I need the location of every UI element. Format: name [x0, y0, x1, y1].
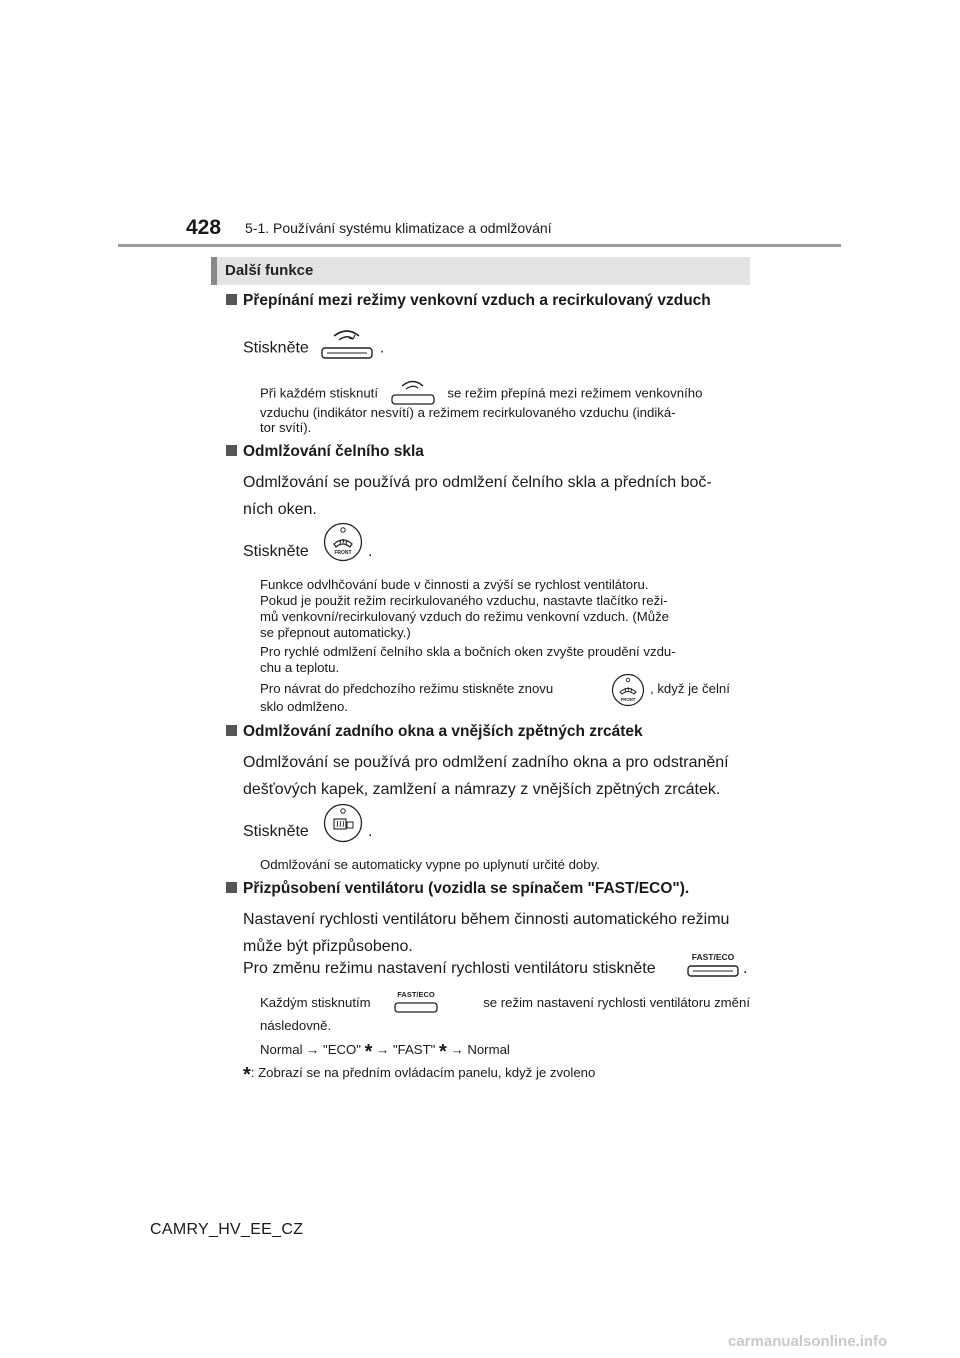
recirc-button-icon — [319, 327, 375, 370]
fan-note-line1a: Každým stisknutím — [260, 995, 371, 1010]
arrow-icon: → — [450, 1042, 464, 1057]
page-number: 428 — [186, 216, 222, 239]
recirc-note-a: Při každém stisknutí — [260, 385, 378, 401]
heading-square-icon — [226, 294, 237, 305]
section-accent — [211, 257, 217, 285]
fan-body-line1: Nastavení rychlosti ventilátoru během činnosti automatického režimu — [243, 911, 730, 928]
section-title-bar — [211, 257, 750, 285]
windshield-note-line8: sklo odmlženo. — [260, 699, 348, 714]
recirc-press-end: . — [379, 339, 385, 357]
fast-eco-small-label: FAST/ECO — [397, 990, 435, 999]
rear-heading — [226, 723, 643, 741]
arrow-icon: → — [376, 1042, 390, 1057]
windshield-body-line1: Odmlžování se používá pro odmlžení čelního skla a předních boč- — [243, 474, 712, 491]
recirc-heading-text: Přepínání mezi režimy venkovní vzduch a recirkulovaný vzduch — [243, 292, 711, 309]
footnote-text: : Zobrazí se na předním ovládacím panelu, když je zvoleno — [250, 1065, 596, 1080]
fan-heading — [226, 880, 689, 898]
windshield-note-line1: Funkce odvlhčování bude v činnosti a zvýší se rychlost ventilátoru. — [260, 577, 649, 592]
fan-heading-text: Přizpůsobení ventilátoru (vozidla se spínačem "FAST/ECO"). — [243, 880, 690, 897]
rear-heading-text: Odmlžování zadního okna a vnějších zpětných zrcátek — [243, 723, 643, 740]
fan-note-line1b: se režim nastavení rychlosti ventilátoru změní — [483, 995, 750, 1010]
seq-normal: Normal — [260, 1042, 303, 1057]
windshield-note-line4: se přepnout automaticky.) — [260, 625, 411, 640]
recirc-press-line — [243, 327, 384, 370]
windshield-heading-text: Odmlžování čelního skla — [243, 443, 424, 460]
windshield-heading — [226, 443, 424, 461]
windshield-note-line3: mů venkovní/recirkulovaný vzduch do režimu venkovní vzduch. (Může — [260, 609, 669, 624]
fast-eco-small-icon — [393, 989, 439, 1020]
fan-note-line2: následovně. — [260, 1018, 332, 1033]
rear-defrost-button-icon — [323, 803, 363, 848]
seq-eco: "ECO" — [323, 1042, 361, 1057]
rear-body-line2: dešťových kapek, zamlžení a námrazy z vnějších zpětných zrcátek. — [243, 781, 721, 798]
asterisk-mark: * — [439, 1041, 447, 1063]
front-defrost-small-icon — [611, 673, 645, 712]
windshield-body-line2: ních oken. — [243, 501, 317, 518]
seq-fast: "FAST" — [392, 1042, 436, 1057]
fan-body-line3a: Pro změnu režimu nastavení rychlosti ventilátoru stiskněte — [243, 960, 656, 977]
asterisk-mark: * — [364, 1041, 373, 1063]
heading-square-icon — [226, 882, 237, 893]
recirc-note-line2: vzduchu (indikátor nesvítí) a režimem recirkulovaného vzduchu (indiká- — [260, 405, 676, 420]
front-small-icon-caption: FRONT — [620, 697, 636, 702]
fan-sequence — [260, 1040, 510, 1063]
recirc-heading — [226, 292, 711, 310]
windshield-note-line7a: Pro návrat do předchozího režimu stiskněte znovu — [260, 681, 554, 696]
heading-square-icon — [226, 725, 237, 736]
header-rule — [118, 244, 841, 247]
windshield-press-label: Stiskněte — [243, 543, 309, 560]
fan-body-line3b: . — [743, 960, 748, 977]
heading-square-icon — [226, 445, 237, 456]
windshield-note-line5: Pro rychlé odmlžení čelního skla a bočních oken zvyšte proudění vzdu- — [260, 644, 676, 659]
arrow-icon: → — [306, 1042, 320, 1057]
fan-body-line2: může být přizpůsobeno. — [243, 938, 413, 955]
chapter-title: 5-1. Používání systému klimatizace a odmlžování — [245, 220, 552, 236]
recirc-press-label: Stiskněte — [243, 339, 309, 357]
windshield-note-line7b: , když je čelní — [650, 681, 730, 696]
front-defrost-button-icon — [323, 522, 363, 567]
document-code: CAMRY_HV_EE_CZ — [150, 1221, 304, 1238]
windshield-press-end: . — [368, 543, 373, 560]
watermark: carmanualsonline.info — [728, 1333, 888, 1350]
front-icon-caption: FRONT — [334, 550, 352, 556]
fan-footnote — [243, 1063, 596, 1086]
fast-eco-icon-label: FAST/ECO — [691, 952, 735, 962]
windshield-note-line6: chu a teplotu. — [260, 660, 340, 675]
seq-normal-end: Normal — [467, 1042, 510, 1057]
rear-press-label: Stiskněte — [243, 823, 309, 840]
fast-eco-button-icon — [686, 951, 740, 984]
rear-press-end: . — [368, 823, 373, 840]
rear-body-line1: Odmlžování se používá pro odmlžení zadního okna a pro odstranění — [243, 754, 729, 771]
footnote-asterisk: * — [243, 1064, 251, 1086]
windshield-note-line2: Pokud je použit režim recirkulovaného vzduchu, nastavte tlačítko reži- — [260, 593, 668, 608]
section-title: Další funkce — [225, 262, 314, 279]
recirc-note-b: se režim přepíná mezi režimem venkovního — [447, 385, 703, 401]
rear-note-line1: Odmlžování se automaticky vypne po uplynutí určité doby. — [260, 857, 600, 872]
recirc-note-line3: tor svítí). — [260, 420, 312, 435]
